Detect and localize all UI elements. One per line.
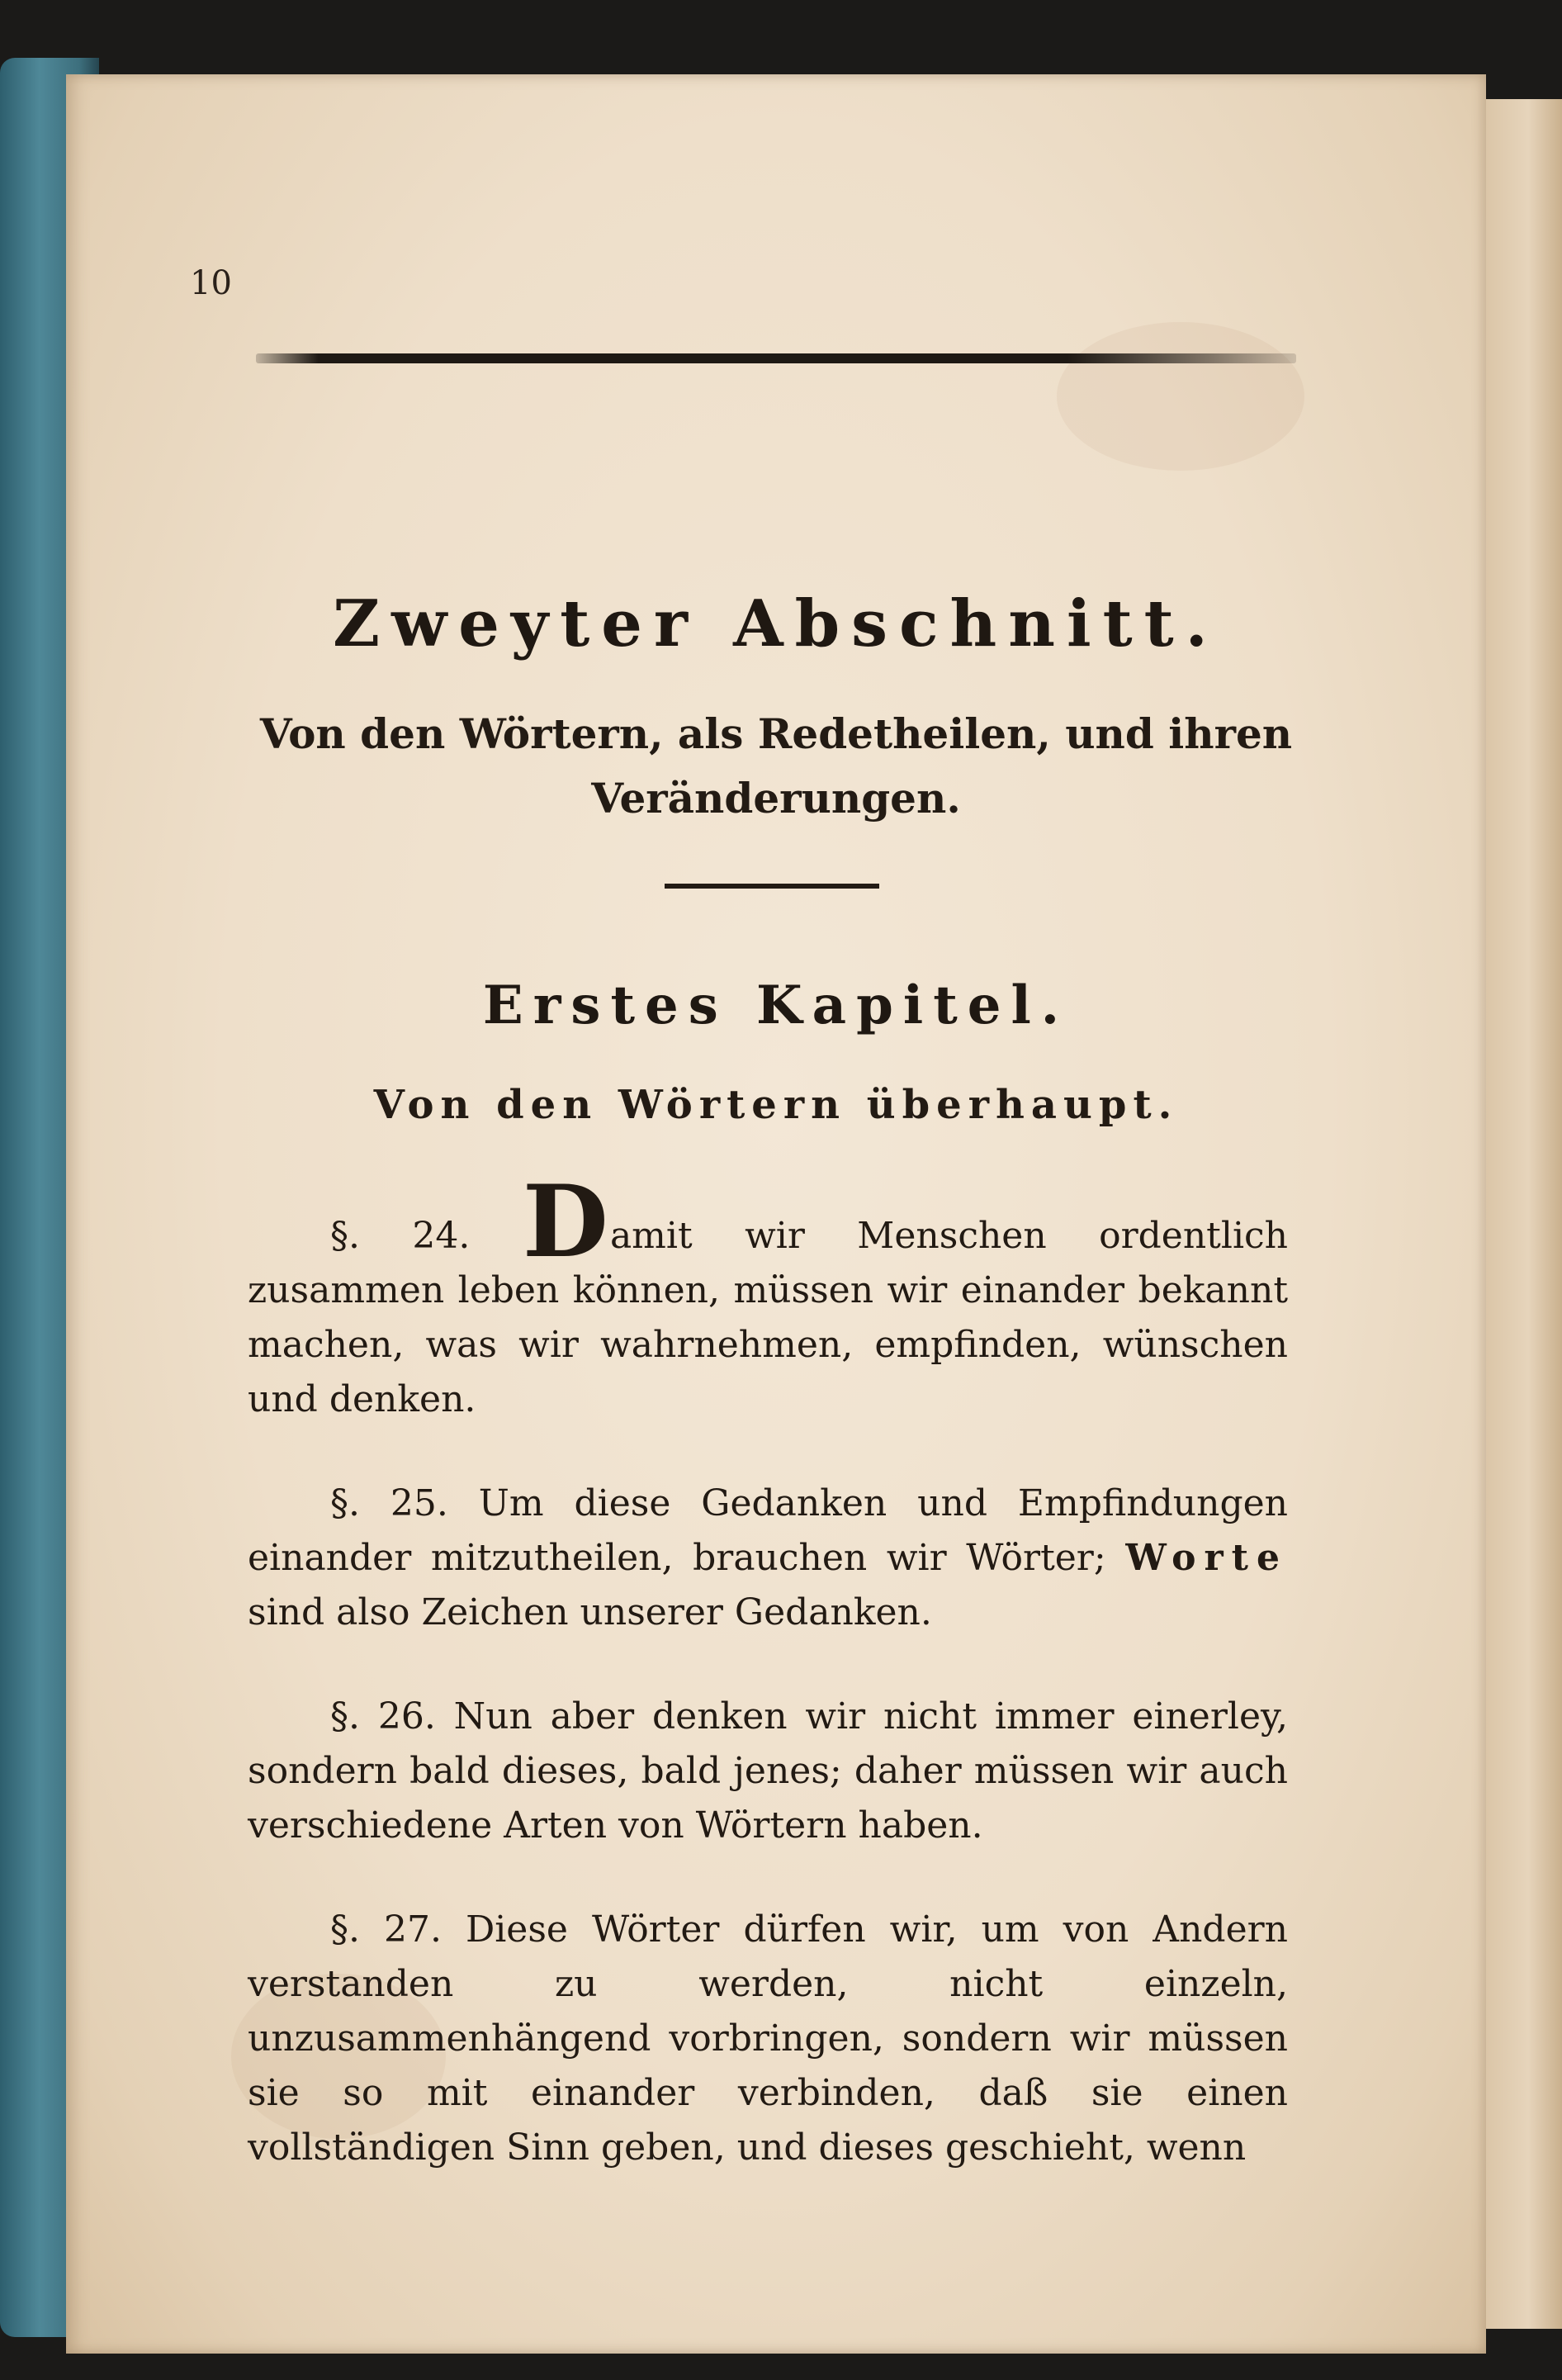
paragraph-number: §. 26. — [330, 1695, 436, 1738]
paragraph-number: §. 24. — [330, 1215, 471, 1257]
paragraph-text: sind also Zeichen unserer Gedanken. — [248, 1591, 932, 1633]
facing-page-edge — [1478, 99, 1562, 2329]
paragraph-number: §. 27. — [330, 1908, 442, 1951]
page-number: 10 — [190, 264, 232, 302]
paragraph-26 — [248, 1690, 1288, 1853]
paragraph-24 — [248, 1164, 1288, 1427]
header-rule — [256, 353, 1296, 363]
paragraph-text: Diese Wörter dürfen wir, um von Andern verstanden zu werden, nicht einzeln, unzusammenhängend vorbringen, sondern wir müssen sie so mit einander verbinden, daß sie einen vollständigen Sinn geben, und dieses geschieht, wenn — [248, 1908, 1288, 2169]
drop-initial: D — [522, 1164, 608, 1280]
paragraph-25 — [248, 1477, 1288, 1640]
paragraph-text: Um diese Gedanken und Empfindungen einander mitzutheilen, brauchen wir Wörter; — [248, 1482, 1288, 1579]
paper-stain — [1057, 322, 1304, 471]
paragraph-text: Nun aber denken wir nicht immer einerley, sondern bald dieses, bald jenes; daher müssen wir auch verschiedene Arten von Wörtern haben. — [248, 1695, 1288, 1847]
paragraph-text: amit wir Menschen ordentlich zusammen leben können, müssen wir einander bekannt machen, was wir wahrnehmen, empfinden, wünschen und denken. — [248, 1215, 1288, 1420]
section-subtitle: Von den Wörtern, als Redetheilen, und ihren Veränderungen. — [259, 709, 1293, 823]
section-title: Zweyter Abschnitt. — [333, 586, 1219, 661]
body-text — [248, 1164, 1288, 2225]
paragraph-27 — [248, 1903, 1288, 2175]
paragraph-number: §. 25. — [330, 1482, 448, 1524]
chapter-title: Erstes Kapitel. — [482, 974, 1070, 1036]
chapter-subtitle: Von den Wörtern überhaupt. — [373, 1082, 1179, 1128]
book-scan — [0, 25, 1562, 2380]
emphasized-word: Worte — [1125, 1537, 1288, 1579]
section-divider — [665, 884, 879, 889]
